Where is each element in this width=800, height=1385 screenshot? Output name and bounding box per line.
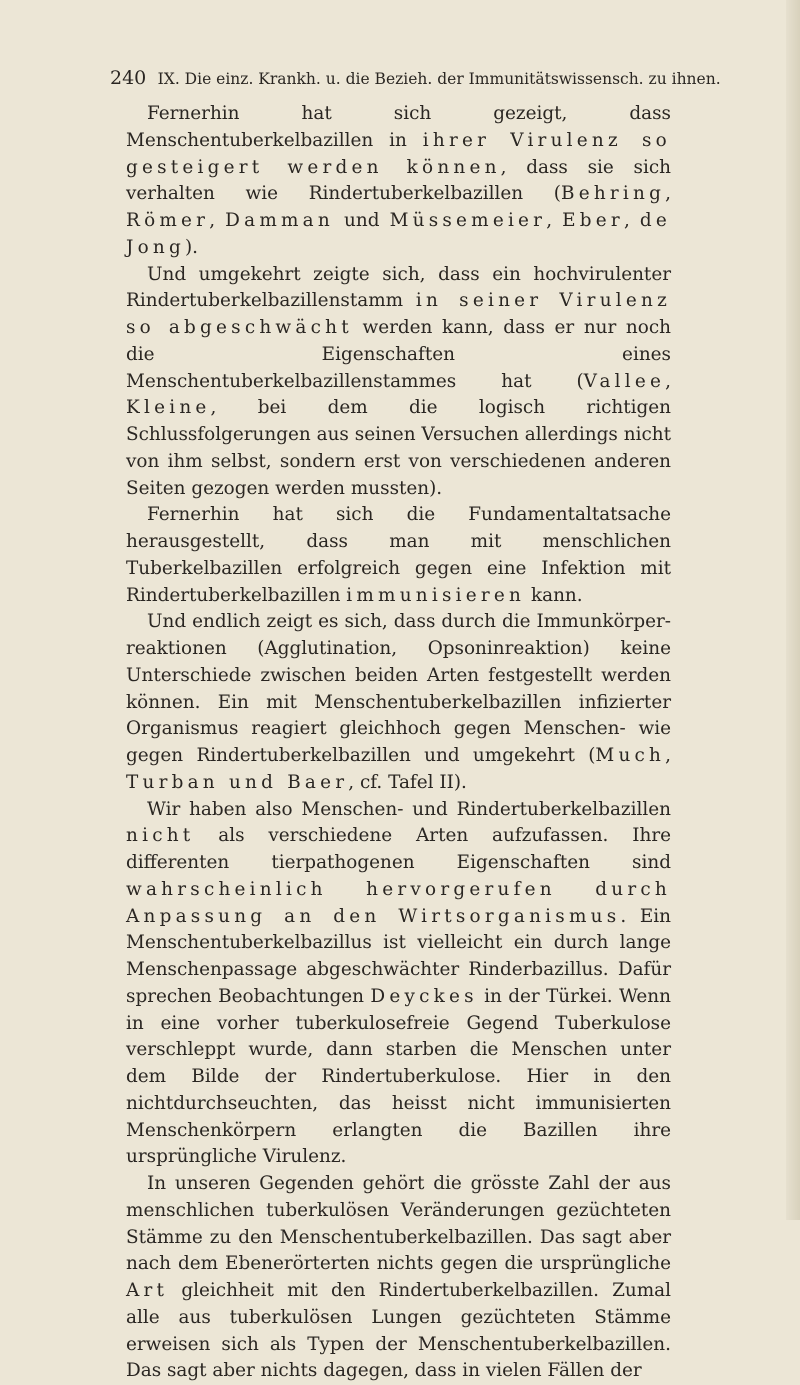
spaced-emphasis: Art bbox=[126, 1280, 169, 1301]
paragraph bbox=[126, 609, 671, 796]
spaced-emphasis: Damman bbox=[225, 210, 334, 231]
text-run: , bbox=[546, 210, 563, 231]
body-text bbox=[126, 101, 671, 1385]
paragraph bbox=[126, 502, 671, 609]
text-run: kann. bbox=[525, 584, 583, 606]
spaced-emphasis: Deyckes bbox=[370, 985, 478, 1007]
text-run: Wir haben also Menschen- und Rindertuberkelbazillen bbox=[147, 798, 671, 820]
page-edge-shadow bbox=[786, 0, 800, 1220]
text-run: Fernerhin hat sich gezeigt, dass Menschentuberkelbazillen in bbox=[126, 103, 671, 151]
spaced-emphasis: Römer bbox=[126, 210, 210, 231]
spaced-emphasis: nicht bbox=[126, 825, 195, 847]
text-run: , bbox=[623, 210, 640, 231]
spaced-emphasis: immunisieren bbox=[346, 584, 526, 606]
text-run: , bei dem die logisch richtigen Schlussfolgerungen aus seinen Versuchen allerdings nicht von ihm selbst, sondern erst von verschiedenen anderen Seiten gezogen werden mussten). bbox=[126, 397, 671, 499]
running-header bbox=[110, 67, 721, 89]
text-run: , bbox=[665, 370, 671, 392]
text-run: Fernerhin hat sich die Fundamentaltatsache herausgestellt, dass man mit menschlichen Tuberkelbazillen erfolgreich gegen eine Infektion mit Rindertuberkelbazillen bbox=[126, 504, 671, 606]
text-run: , dass sie sich verhalten wie Rindertuberkelbazillen ( bbox=[126, 156, 671, 205]
text-run: In unseren Gegenden gehört die grösste Zahl der aus menschlichen tuberkulösen Veränderungen gezüchteten Stämme zu den Menschentuberkelbazillen. Das sagt aber nach dem Ebenerörterten nichts gegen die ursprüngliche bbox=[126, 1173, 671, 1275]
spaced-emphasis: Turban und Baer bbox=[126, 771, 349, 793]
paragraph bbox=[126, 1171, 671, 1385]
text-run: , bbox=[665, 183, 671, 205]
text-run: Und endlich zeigt es sich, dass durch die Immunkörperreaktionen (Agglutination, Opsoninreaktion) keine Unterschiede zwischen beiden Arten festgestellt werden können. Ein mit Menschentuberkelbazillen infizierter Organismus reagiert gleichhoch gegen Menschen- wie gegen Rindertuberkelbazillen und umgekehrt ( bbox=[126, 611, 671, 766]
paragraph bbox=[126, 797, 671, 1172]
text-run: und bbox=[333, 210, 390, 231]
spaced-emphasis: ihrer Virulenz so gesteigert werden können bbox=[126, 129, 671, 178]
spaced-emphasis: Vallee bbox=[583, 370, 666, 392]
text-run: werden kann, dass er nur noch die Eigenschaften eines Menschentuberkelbazillenstammes hat ( bbox=[126, 317, 671, 392]
text-run: , bbox=[209, 210, 226, 231]
text-run: als verschiedene Arten aufzufassen. Ihre differenten tierpathogenen Eigenschaften sind bbox=[126, 825, 671, 873]
text-run: . Ein Menschentuberkelbazillus ist vielleicht ein durch lange Menschenpassage abgeschwächter Rinderbazillus. Dafür sprechen Beobachtungen bbox=[126, 905, 671, 1007]
text-run: , bbox=[665, 745, 671, 766]
text-run: , cf. Tafel II). bbox=[348, 771, 467, 793]
spaced-emphasis: de Jong bbox=[126, 210, 672, 258]
spaced-emphasis: Much bbox=[595, 745, 666, 766]
page-number: 240 bbox=[110, 67, 147, 89]
paragraph bbox=[126, 262, 671, 503]
spaced-emphasis: Kleine bbox=[126, 397, 211, 419]
text-run: in der Türkei. Wenn in eine vorher tuberkulosefreie Gegend Tuberkulose verschleppt wurde, dann starben die Menschen unter dem Bilde der Rindertuberkulose. Hier in den nichtdurchseuchten, das heisst nicht immunisierten Menschenkörpern erlangten die Bazillen ihre ursprüngliche Virulenz. bbox=[126, 985, 671, 1168]
spaced-emphasis: in seiner Virulenz so abgeschwächt bbox=[126, 290, 671, 338]
spaced-emphasis: wahrscheinlich hervorgerufen durch Anpassung an den Wirtsorganismus bbox=[126, 878, 671, 927]
text-run: gleichheit mit den Rindertuberkelbazillen. Zumal alle aus tuberkulösen Lungen gezüchteten Stämme erweisen sich als Typen der Menschentuberkelbazillen. Das sagt aber nichts dagegen, dass in vielen Fällen der bbox=[126, 1280, 671, 1382]
running-title: IX. Die einz. Krankh. u. die Bezieh. der Immunitätswissensch. zu ihnen. bbox=[157, 70, 721, 88]
spaced-emphasis: Müssemeier bbox=[389, 210, 547, 231]
spaced-emphasis: Eber bbox=[562, 210, 624, 231]
spaced-emphasis: Behring bbox=[560, 183, 666, 205]
paragraph bbox=[126, 101, 671, 262]
text-run: Und umgekehrt zeigte sich, dass ein hochvirulenter Rindertuberkelbazillenstamm bbox=[126, 263, 671, 312]
text-run: ). bbox=[185, 236, 199, 258]
